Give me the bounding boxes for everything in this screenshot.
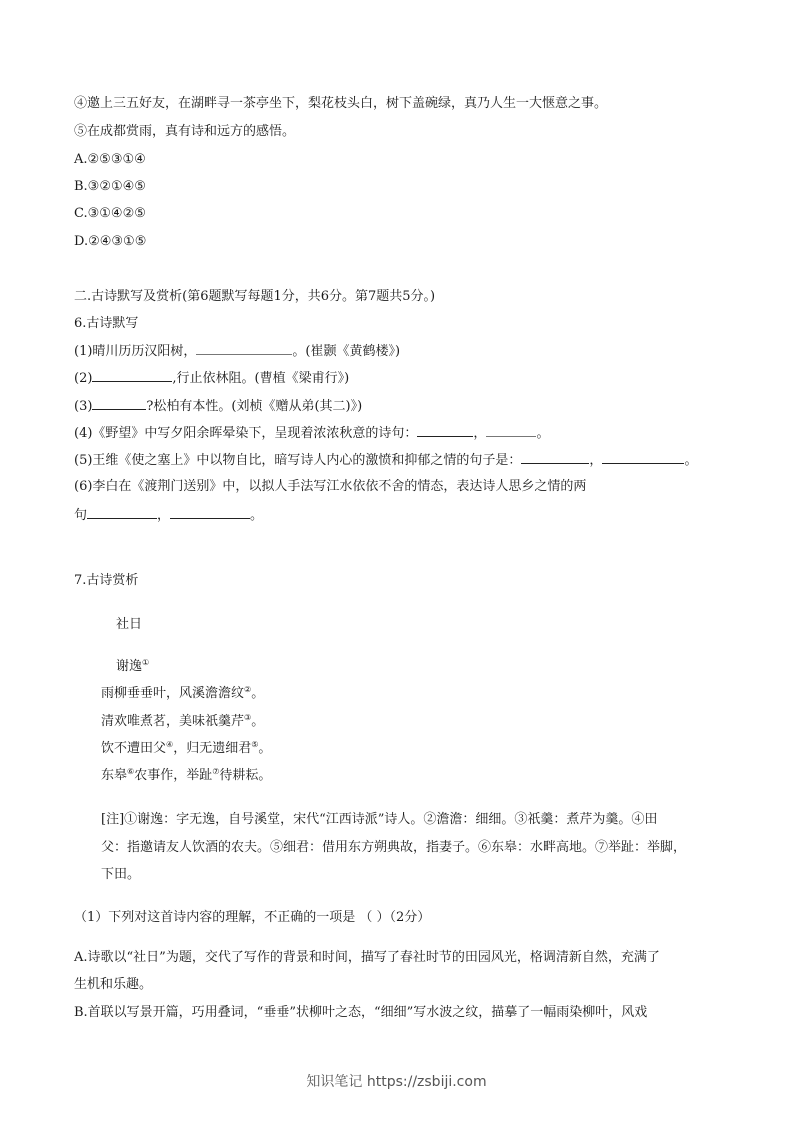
- answer-blank[interactable]: [196, 342, 292, 355]
- poem-line: [101, 767, 271, 785]
- dictation-text: ，: [157, 508, 171, 523]
- option-item-4: ④邀上三五好友，在湖畔寻一茶亭坐下，梨花枝头白，树下盖碗绿，真乃人生一大惬意之事。: [74, 96, 608, 111]
- answer-blank[interactable]: [92, 369, 172, 382]
- dictation-line-6-cont: [74, 506, 263, 525]
- poem-text: 东皋: [101, 768, 128, 783]
- dictation-text: ，: [589, 453, 603, 468]
- poem-text: 农事作，举趾: [134, 768, 213, 783]
- footnote-marker: ①: [142, 658, 150, 667]
- poem-text: 。: [251, 686, 265, 701]
- poem-text: 。: [258, 741, 272, 756]
- poem-line: [101, 713, 264, 731]
- answer-option-a: A.诗歌以“社日”为题，交代了写作的背景和时间，描写了春社时节的田园风光，格调清新自然，充满了: [74, 950, 660, 965]
- choice-d: D.②④③①⑤: [74, 234, 147, 249]
- footnote-marker: ⑥: [127, 767, 135, 776]
- section-heading: 二.古诗默写及赏析(第6题默写每题1分，共6分。第7题共5分。): [74, 289, 436, 304]
- dictation-text: ?松柏有本性。(刘桢《赠从弟(其二)》): [146, 399, 363, 414]
- page-footer: 知识笔记 https://zsbiji.com: [306, 1074, 487, 1090]
- dictation-text: (1)晴川历历汉阳树，: [74, 344, 197, 359]
- dictation-text: 。: [250, 508, 264, 523]
- choice-b: B.③②①④⑤: [74, 179, 146, 194]
- answer-blank[interactable]: [87, 506, 157, 519]
- dictation-text: (3): [74, 399, 93, 414]
- choice-a: A.②⑤③①④: [74, 152, 146, 167]
- poem-line: [101, 685, 264, 703]
- answer-blank[interactable]: [602, 451, 684, 464]
- poem-text: 待耕耘。: [219, 768, 272, 783]
- answer-blank[interactable]: [521, 451, 589, 464]
- poem-notes-line: 下田。: [101, 867, 141, 882]
- question-7-title: 7.古诗赏析: [74, 573, 139, 588]
- poem-notes-line: 父：指邀请友人饮酒的农夫。⑤细君：借用东方朔典故，指妻子。⑥东皋：水畔高地。⑦举趾：举脚，: [101, 840, 687, 855]
- dictation-text: 。: [536, 426, 550, 441]
- footnote-marker: ③: [244, 713, 252, 722]
- answer-option-b: B.首联以写景开篇，巧用叠词，“垂垂”状柳叶之态，“细细”写水波之纹，描摹了一幅雨染柳叶，风戏: [74, 1005, 648, 1020]
- poem-text: ，归无遗细君: [173, 741, 252, 756]
- footnote-marker: ⑤: [251, 740, 259, 749]
- answer-blank[interactable]: [92, 397, 146, 410]
- poem-line: [101, 740, 271, 758]
- sub-question-1: （1）下列对这首诗内容的理解，不正确的一项是 （ ）（2分）: [74, 910, 431, 925]
- dictation-text: ,行止依林阻。(曹植《梁甫行》): [172, 371, 350, 386]
- dictation-text: 。: [684, 453, 698, 468]
- answer-blank[interactable]: [170, 506, 250, 519]
- poem-notes-line: [注]①谢逸：字无逸，自号溪堂，宋代“江西诗派”诗人。②澹澹：细细。③祇羹：煮芹为羹。④田: [101, 812, 658, 827]
- dictation-text: (5)王维《使之塞上》中以物自比，暗写诗人内心的激愤和抑郁之情的句子是：: [74, 453, 522, 468]
- dictation-text: 句: [74, 508, 88, 523]
- answer-blank[interactable]: [486, 424, 536, 437]
- poem-text: 雨柳垂垂叶，风溪澹澹纹: [101, 686, 245, 701]
- author-name: 谢逸: [116, 659, 143, 674]
- dictation-line-6: (6)李白在《渡荆门送别》中，以拟人手法写江水依依不舍的情态，表达诗人思乡之情的两: [74, 479, 587, 494]
- option-item-5: ⑤在成都赏雨，真有诗和远方的感悟。: [74, 124, 296, 139]
- choice-c: C.③①④②⑤: [74, 206, 146, 221]
- footnote-marker: ②: [244, 685, 252, 694]
- dictation-text: ，: [473, 426, 487, 441]
- poem-title: 社日: [116, 617, 143, 632]
- dictation-line-4: [74, 424, 549, 443]
- dictation-text: (2): [74, 371, 93, 386]
- dictation-line-2: [74, 369, 349, 388]
- footnote-marker: ④: [166, 740, 174, 749]
- dictation-line-1: [74, 342, 400, 361]
- poem-text: 饮不遭田父: [101, 741, 167, 756]
- dictation-line-3: [74, 397, 362, 416]
- dictation-text: 。(崔颢《黄鹤楼》): [292, 344, 401, 359]
- dictation-text: (4)《野望》中写夕阳余晖晕染下，呈现着浓浓秋意的诗句：: [74, 426, 418, 441]
- poem-text: 清欢唯煮茗，美味祇羹芹: [101, 714, 245, 729]
- answer-blank[interactable]: [417, 424, 473, 437]
- dictation-line-5: [74, 451, 697, 470]
- poem-text: 。: [251, 714, 265, 729]
- footnote-marker: ⑦: [212, 767, 220, 776]
- answer-option-a-cont: 生机和乐趣。: [74, 977, 153, 992]
- poem-author: [116, 658, 149, 676]
- question-6-title: 6.古诗默写: [74, 316, 139, 331]
